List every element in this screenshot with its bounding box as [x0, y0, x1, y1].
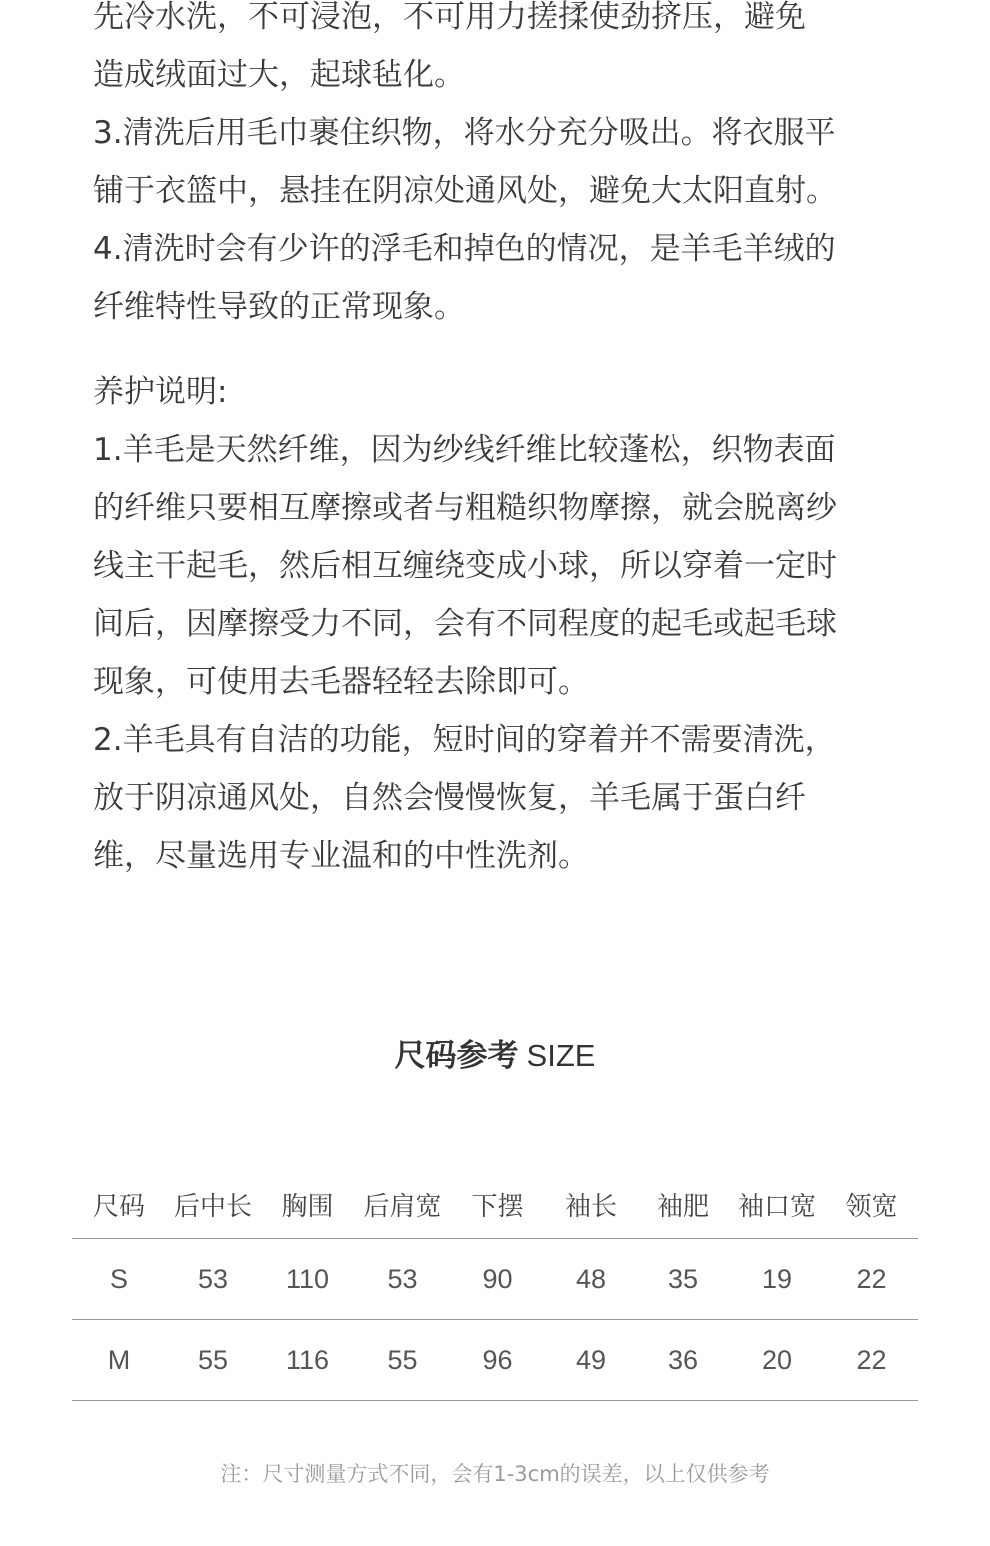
- header-cell: 后中长: [173, 1191, 252, 1222]
- text-line: 2.羊毛具有自洁的功能，短时间的穿着并不需要清洗，: [93, 722, 836, 758]
- table-row: [72, 1320, 918, 1401]
- header-cell: 袖肥: [656, 1191, 709, 1222]
- table-cell: S: [109, 1263, 128, 1294]
- size-chart-title: [0, 1030, 990, 1075]
- table-row: [72, 1239, 918, 1320]
- text-line: 造成绒面过大，起球毡化。: [93, 57, 465, 93]
- care-heading: 养护说明:: [93, 374, 228, 410]
- washing-instructions: [93, 0, 893, 336]
- text-line: 3.清洗后用毛巾裹住织物，将水分充分吸出。将衣服平: [93, 115, 836, 151]
- table-cell: 96: [482, 1344, 513, 1375]
- header-cell: 胸围: [281, 1191, 334, 1222]
- table-cell: 53: [387, 1263, 418, 1294]
- table-cell: 22: [856, 1263, 887, 1294]
- text-line: 间后，因摩擦受力不同，会有不同程度的起毛或起毛球: [93, 606, 837, 642]
- table-cell: 116: [285, 1344, 330, 1375]
- table-cell: 35: [667, 1263, 699, 1294]
- table-cell: 49: [575, 1344, 607, 1375]
- header-cell: 袖长: [564, 1191, 617, 1222]
- text-line: 铺于衣篮中，悬挂在阴凉处通风处，避免大太阳直射。: [93, 173, 837, 209]
- header-cell: 后肩宽: [363, 1191, 442, 1222]
- table-cell: 19: [761, 1263, 793, 1294]
- table-cell: M: [107, 1344, 131, 1375]
- size-title-en: SIZE: [526, 1038, 596, 1073]
- text-line: 1.羊毛是天然纤维，因为纱线纤维比较蓬松，织物表面: [93, 432, 836, 468]
- text-line: 纤维特性导致的正常现象。: [93, 289, 465, 325]
- table-cell: 22: [856, 1344, 887, 1375]
- care-instructions: [93, 363, 893, 885]
- table-cell: 53: [197, 1263, 229, 1294]
- text-line: 的纤维只要相互摩擦或者与粗糙织物摩擦，就会脱离纱: [93, 490, 837, 526]
- text-line: 现象，可使用去毛器轻轻去除即可。: [93, 664, 589, 700]
- table-cell: 55: [387, 1344, 418, 1375]
- size-table: [72, 1170, 918, 1401]
- size-title-cn: 尺码参考: [394, 1038, 519, 1074]
- table-cell: 36: [667, 1344, 699, 1375]
- measurement-note: 注：尺寸测量方式不同，会有1-3cm的误差，以上仅供参考: [220, 1462, 770, 1486]
- header-cell: 尺码: [92, 1191, 145, 1222]
- text-line: 线主干起毛，然后相互缠绕变成小球，所以穿着一定时: [93, 548, 837, 584]
- table-cell: 90: [482, 1263, 513, 1294]
- text-line: 放于阴凉通风处，自然会慢慢恢复，羊毛属于蛋白纤: [93, 780, 806, 816]
- text-line: 维，尽量选用专业温和的中性洗剂。: [93, 838, 589, 874]
- header-cell: 领宽: [845, 1191, 898, 1222]
- header-cell: 下摆: [471, 1191, 524, 1222]
- table-cell: 20: [761, 1344, 793, 1375]
- table-cell: 110: [285, 1263, 330, 1294]
- text-line: 4.清洗时会有少许的浮毛和掉色的情况，是羊毛羊绒的: [93, 231, 836, 267]
- table-cell: 55: [197, 1344, 229, 1375]
- table-cell: 48: [575, 1263, 607, 1294]
- table-header-row: [72, 1170, 918, 1239]
- text-line: 先冷水洗，不可浸泡，不可用力搓揉使劲挤压，避免: [93, 0, 806, 35]
- header-cell: 袖口宽: [737, 1191, 816, 1222]
